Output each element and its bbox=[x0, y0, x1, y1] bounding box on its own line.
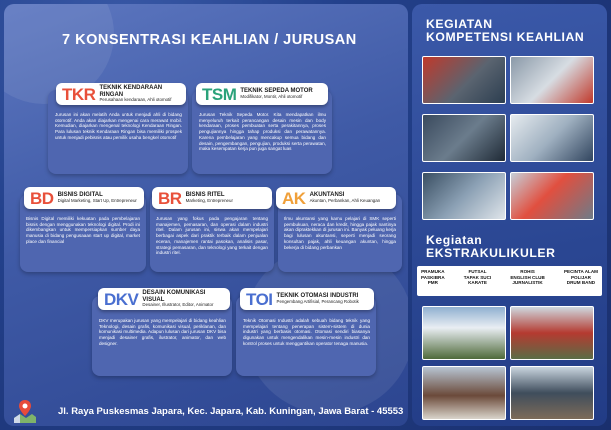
card-subtitle: Desainer, Illustrator, Editor, Animator bbox=[142, 302, 214, 308]
ekstra-column bbox=[564, 269, 598, 293]
card-title: AKUNTANSI bbox=[309, 192, 345, 199]
card-title: TEKNIK SEPEDA MOTOR bbox=[240, 88, 313, 95]
ekstra-item: KARATE bbox=[468, 280, 487, 285]
ekstra-column bbox=[421, 269, 445, 293]
photo-kompetensi-1 bbox=[422, 56, 506, 104]
card-subtitle: Digital Marketing, Start Up, Entrepreneur bbox=[57, 197, 137, 203]
card-abbr: TSM bbox=[202, 84, 237, 104]
card-subtitle: Akuntan, Perbankan, Ahli Keuangan bbox=[309, 197, 381, 203]
card-body: DKV merupakan jurusan yang mempelajari di bidang keahlian Teknologi, desain grafis, komunikasi visual, periklanan, dan komunikasi multimedia. Adapun lulusan dari jurusan DKV bisa menjadi desainer grafis, ilustrator, animator, dan web designer. bbox=[99, 318, 226, 346]
map-pin-icon bbox=[12, 398, 38, 424]
photo-kompetensi-3 bbox=[422, 114, 506, 162]
card-body: Jurusan ini akan melatih Anda untuk menjadi ahli di bidang otomotif. Anda akan diajarkan mengenai cara merawat mobil. Kemudian, diajarkan mengenal teknologi Kendaraan Ringan. Para lulusan teknik Kendaraan Ringan bisa memiliki prospek untuk menjadi pebisnis atau pemilik usaha bengkel otomotif bbox=[55, 112, 182, 140]
address-text: Jl. Raya Puskesmas Japara, Kec. Japara, Kab. Kuningan, Jawa Barat - 45553 bbox=[58, 405, 404, 417]
kegiatan-panel bbox=[412, 4, 607, 426]
card-subtitle: Pengembang Artifisial, Perancang Robotik bbox=[276, 298, 359, 304]
card-body: Ilmu akuntansi yang kamu pelajari di SMK seperti pembukuan, neraca dan kredit, hingga pajak nantinya akan dipraktekkan di jurusan ini. Banyak peluang kerja bagi lulusan akuntansi, seperti menjadi seorang konsultan pajak, ahli keuangan akuntan, hingga bekerja di bidang perbankan bbox=[284, 216, 396, 250]
ekstra-column bbox=[464, 269, 491, 293]
ekstra-item: JURNALISTIK bbox=[512, 280, 543, 285]
card-title: BISNIS RITEL bbox=[185, 192, 225, 199]
card-head-toi bbox=[240, 288, 374, 310]
card-title: TEKNIK OTOMASI INDUSTRI bbox=[276, 293, 359, 300]
address-footer bbox=[12, 396, 407, 426]
ekstra-item: POLIJAR bbox=[570, 274, 591, 280]
card-head-tsm bbox=[196, 83, 328, 105]
photo-ekstra-2 bbox=[510, 306, 594, 360]
card-title: TEKNIK KENDARAAN RINGAN bbox=[99, 84, 163, 98]
ekstra-item: PASKIBRA bbox=[421, 274, 445, 280]
main-title: 7 KONSENTRASI KEAHLIAN / JURUSAN bbox=[62, 32, 357, 48]
photo-ekstra-4 bbox=[510, 366, 594, 420]
ekstra-item: TAPAK SUCI bbox=[463, 274, 492, 280]
ekstra-item: PMR bbox=[427, 280, 438, 285]
card-head-br bbox=[152, 187, 272, 209]
card-title: BISNIS DIGITAL bbox=[57, 192, 103, 199]
photo-kompetensi-4 bbox=[510, 114, 594, 162]
card-body: Jurusan yang fokus pada pengajaran tentang manajemen, pemasaran, dan operasi dalam industri ritel. Dalam jurusan ini, siswa akan mempelajari berbagai aspek dari praktik terbaik dalam penjualan eceran, manajemen rantai pasokan, analisis pasar, strategi pemasaran, dan teknologi yang terkait dengan industri ritel. bbox=[156, 216, 268, 256]
card-abbr: BR bbox=[158, 188, 182, 208]
kompetensi-title-line1: KEGIATAN bbox=[426, 17, 493, 31]
ekstra-item: PECINTA ALAM bbox=[563, 269, 598, 274]
photo-kompetensi-5 bbox=[422, 172, 506, 220]
card-body: Teknik Otomasi Industri adalah sebuah bidang teknik yang mempelajari tentang penerapan sistem-sistem di dunia industri yang berbasis otomasi. Otomasi sendiri biasanya digunakan untuk mengendalikan mesin-mesin industri dan kontrol proses untuk menggantikan operator tenaga manusia. bbox=[243, 318, 370, 346]
card-subtitle: Perusahaan kendaraan, Ahli otomotif bbox=[99, 97, 172, 103]
card-subtitle: Modifikator, Montir, Ahli otomotif bbox=[240, 93, 303, 99]
card-subtitle: Marketing, Entrepreneur bbox=[185, 197, 233, 203]
kompetensi-title bbox=[426, 18, 584, 45]
card-head-tkr bbox=[56, 83, 186, 105]
ekstra-item: FUTSAL bbox=[468, 269, 487, 274]
photo-ekstra-3 bbox=[422, 366, 506, 420]
ekstrakulikuler-list bbox=[417, 266, 602, 296]
card-abbr: TOI bbox=[246, 289, 273, 309]
ekstra-item: ROHIS bbox=[520, 269, 535, 274]
ekstra-item: ENGLISH CLUB bbox=[510, 274, 545, 280]
photo-ekstra-1 bbox=[422, 306, 506, 360]
ekstrakulikuler-title bbox=[426, 234, 556, 261]
card-head-ak bbox=[276, 187, 396, 209]
card-abbr: TKR bbox=[62, 84, 96, 104]
card-body: Bisnis Digital memiliki kekuatan pada pembelajaran bisnis dengan menggunakan teknologi digital. Prodi ini dikembangkan untuk mempersiapkan sumber daya manusia di bidang pengusaaan start up digital, market place dan financial bbox=[26, 216, 140, 244]
kompetensi-title-line2: KOMPETENSI KEAHLIAN bbox=[426, 30, 585, 45]
card-abbr: BD bbox=[30, 188, 54, 208]
ekstra-column bbox=[510, 269, 544, 293]
card-head-bd bbox=[24, 187, 144, 209]
card-body: Jurusan Teknik Sepeda Motor. Kita mendapatkan ilmu menyeluruh terkait perancangan desain mesin dan body kendaraan, proses pembuatan serta perakitannya, proses pengujiannya hingga tahap produksi dan perawatannya. Karena pembelajaran yang mencakup semua bidang dan desain, pengembangan, pengujian, produksi serta perawatan, maka kesempatan kerja pun juga sangat luas bbox=[199, 112, 326, 152]
ekstrakulikuler-title-line1: Kegiatan bbox=[426, 233, 483, 247]
card-abbr: DKV bbox=[104, 289, 139, 309]
konsentrasi-panel bbox=[4, 4, 408, 426]
ekstra-item: PRAMUKA bbox=[421, 269, 445, 274]
card-head-dkv bbox=[98, 288, 230, 310]
photo-kompetensi-2 bbox=[510, 56, 594, 104]
card-title: DESAIN KOMUNIKASI VISUAL bbox=[142, 289, 206, 303]
photo-kompetensi-6 bbox=[510, 172, 594, 220]
ekstra-item: DRUM BAND bbox=[566, 280, 596, 285]
card-abbr: AK bbox=[282, 188, 306, 208]
ekstrakulikuler-title-line2: EKSTRAKULIKULER bbox=[426, 246, 556, 261]
